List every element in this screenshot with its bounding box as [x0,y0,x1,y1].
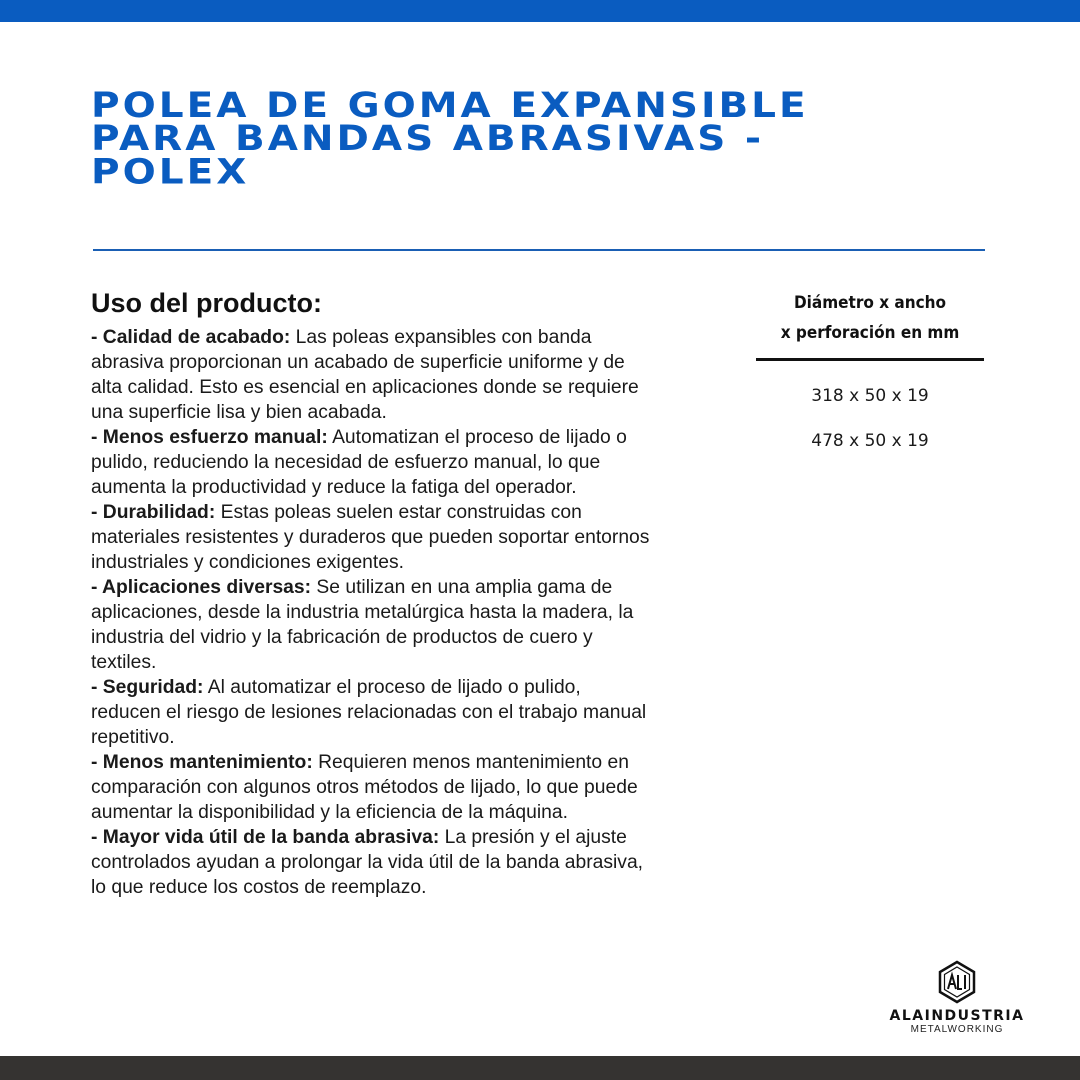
benefit-label: - Menos mantenimiento: [91,752,313,773]
top-accent-bar [0,0,1080,22]
dimensions-row: 318 x 50 x 19 [811,386,929,406]
benefit-label: - Menos esfuerzo manual: [91,427,328,448]
benefit-label: - Durabilidad: [91,502,216,523]
benefit-item [91,325,651,425]
benefit-label: - Mayor vida útil de la banda abrasiva: [91,827,440,848]
benefit-label: - Seguridad: [91,677,204,698]
benefit-item [91,675,651,750]
benefit-text: Automatizan el proceso de lijado o pulido, reduciendo la necesidad de esfuerzo manual, lo que aumenta la productividad y reduce la fatiga del operador. [91,427,627,498]
page-title [91,85,1011,193]
benefit-text: Estas poleas suelen estar construidas con materiales resistentes y duraderos que pueden soportar entornos industriales y condiciones exigentes. [91,502,650,573]
benefit-text: La presión y el ajuste controlados ayudan a prolongar la vida útil de la banda abrasiva, lo que reduce los costos de reemplazo. [91,827,644,898]
dimensions-header-line-2: x perforación en mm [780,323,960,343]
benefit-text: Requieren menos mantenimiento en comparación con algunos otros métodos de lijado, lo que puede aumentar la disponibilidad y la eficiencia de la máquina. [91,752,638,823]
dimensions-header-line-1: Diámetro x ancho [793,293,947,313]
usage-heading: Uso del producto: [91,288,322,318]
benefit-text: Al automatizar el proceso de lijado o pulido, reducen el riesgo de lesiones relacionadas con el trabajo manual repetitivo. [91,677,647,748]
title-line-1: POLEA DE GOMA EXPANSIBLE [91,85,809,126]
title-divider [93,249,985,251]
benefit-item [91,425,651,500]
brand-logo [868,960,1046,1035]
title-line-2: PARA BANDAS ABRASIVAS - [91,118,765,160]
benefit-item [91,750,651,825]
benefit-item [91,500,651,575]
footer-bar [0,1056,1080,1080]
dimensions-table-header [756,288,984,361]
benefit-label: - Aplicaciones diversas: [91,577,312,598]
title-line-3: POLEX [91,152,250,193]
dimensions-table [756,288,984,451]
brand-subtitle: METALWORKING [910,1024,1004,1035]
brand-name: ALAINDUSTRIA [889,1008,1025,1024]
benefit-text: Se utilizan en una amplia gama de aplicaciones, desde la industria metalúrgica hasta la madera, la industria del vidrio y la fabricación de productos de cuero y textiles. [91,577,634,673]
benefit-label: - Calidad de acabado: [91,327,291,348]
benefits-list [91,325,651,900]
benefit-item [91,575,651,675]
hexagon-ali-logo-icon [937,960,977,1004]
dimensions-row: 478 x 50 x 19 [811,431,929,451]
benefit-text: Las poleas expansibles con banda abrasiva proporcionan un acabado de superficie uniforme y de alta calidad. Esto es esencial en aplicaciones donde se requiere una superficie lisa y bien acabada. [91,327,639,423]
benefit-item [91,825,651,900]
